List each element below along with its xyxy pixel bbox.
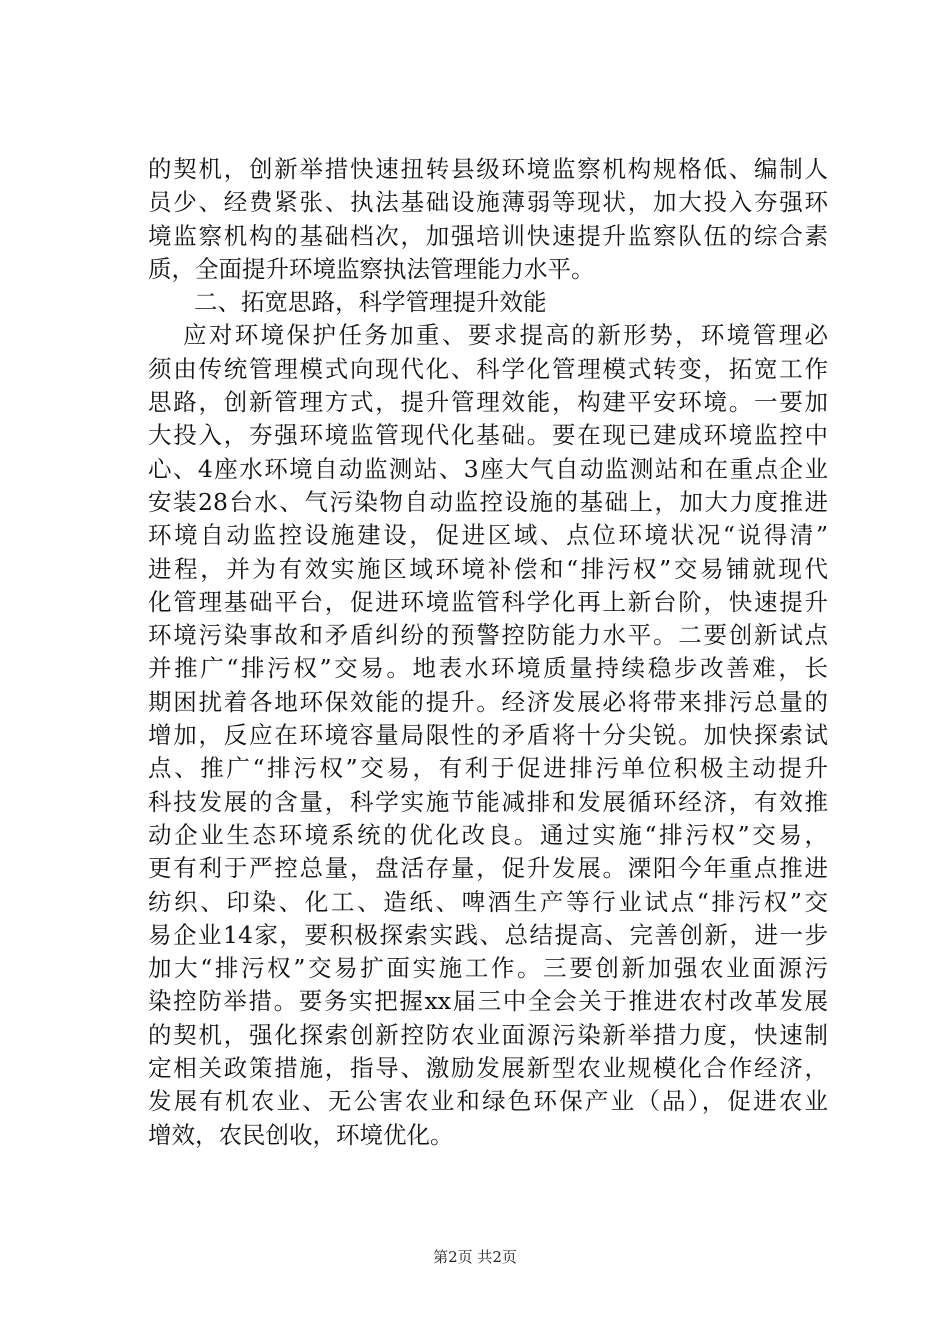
text-line: 思路，创新管理方式，提升管理效能，构建平安环境。一要加 bbox=[148, 388, 828, 417]
text-line: 环境自动监控设施建设，促进区域、点位环境状况“说得清” bbox=[148, 521, 828, 550]
text-line: 安装28台水、气污染物自动监控设施的基础上，加大力度推进 bbox=[148, 487, 828, 516]
text-line: 增效，农民创收，环境优化。 bbox=[148, 1120, 454, 1149]
text-line: 纺织、印染、化工、造纸、啤酒生产等行业试点“排污权”交 bbox=[148, 887, 828, 916]
text-line: 期困扰着各地环保效能的提升。经济发展必将带来排污总量的 bbox=[148, 687, 828, 716]
text-line: 须由传统管理模式向现代化、科学化管理模式转变，拓宽工作 bbox=[148, 354, 828, 383]
text-line: 质，全面提升环境监察执法管理能力水平。 bbox=[148, 254, 595, 283]
text-line: 环境污染事故和矛盾纠纷的预警控防能力水平。二要创新试点 bbox=[148, 621, 828, 650]
text-line: 境监察机构的基础档次，加强培训快速提升监察队伍的综合素 bbox=[148, 221, 828, 250]
text-line: 增加，反应在环境容量局限性的矛盾将十分尖锐。加快探索试 bbox=[148, 721, 828, 750]
text-line: 易企业14家，要积极探索实践、总结提高、完善创新，进一步 bbox=[148, 920, 828, 949]
text-line: 加大“排污权”交易扩面实施工作。三要创新加强农业面源污 bbox=[148, 954, 828, 983]
text-line: 并推广“排污权”交易。地表水环境质量持续稳步改善难，长 bbox=[148, 654, 828, 683]
text-line: 进程，并为有效实施区域环境补偿和“排污权”交易铺就现代 bbox=[148, 554, 828, 583]
text-line: 的契机，创新举措快速扭转县级环境监察机构规格低、编制人 bbox=[148, 155, 828, 183]
text-line: 定相关政策措施，指导、激励发展新型农业规模化合作经济， bbox=[148, 1054, 828, 1083]
text-line: 科技发展的含量，科学实施节能减排和发展循环经济，有效推 bbox=[148, 787, 828, 816]
text-line: 染控防举措。要务实把握xx届三中全会关于推进农村改革发展 bbox=[148, 987, 828, 1016]
text-line: 点、推广“排污权”交易，有利于促进排污单位积极主动提升 bbox=[148, 754, 828, 783]
text-line: 发展有机农业、无公害农业和绿色环保产业（品），促进农业 bbox=[148, 1087, 828, 1116]
text-line: 化管理基础平台，促进环境监管科学化再上新台阶，快速提升 bbox=[148, 587, 828, 616]
text-line: 应对环境保护任务加重、要求提高的新形势，环境管理必 bbox=[183, 321, 828, 350]
text-line: 的契机，强化探索创新控防农业面源污染新举措力度，快速制 bbox=[148, 1020, 828, 1049]
text-line: 更有利于严控总量，盘活存量，促升发展。溧阳今年重点推进 bbox=[148, 854, 828, 883]
body-text bbox=[148, 153, 828, 1152]
section-heading: 二、拓宽思路，科学管理提升效能 bbox=[194, 288, 547, 317]
text-line: 大投入，夯强环境监管现代化基础。要在现已建成环境监控中 bbox=[148, 421, 828, 450]
text-line: 员少、经费紧张、执法基础设施薄弱等现状，加大投入夯强环 bbox=[148, 188, 828, 217]
page-footer: 第2页 共2页 bbox=[433, 1248, 517, 1266]
text-line: 心、4座水环境自动监测站、3座大气自动监测站和在重点企业 bbox=[148, 454, 828, 483]
text-line: 动企业生态环境系统的优化改良。通过实施“排污权”交易， bbox=[148, 820, 828, 849]
